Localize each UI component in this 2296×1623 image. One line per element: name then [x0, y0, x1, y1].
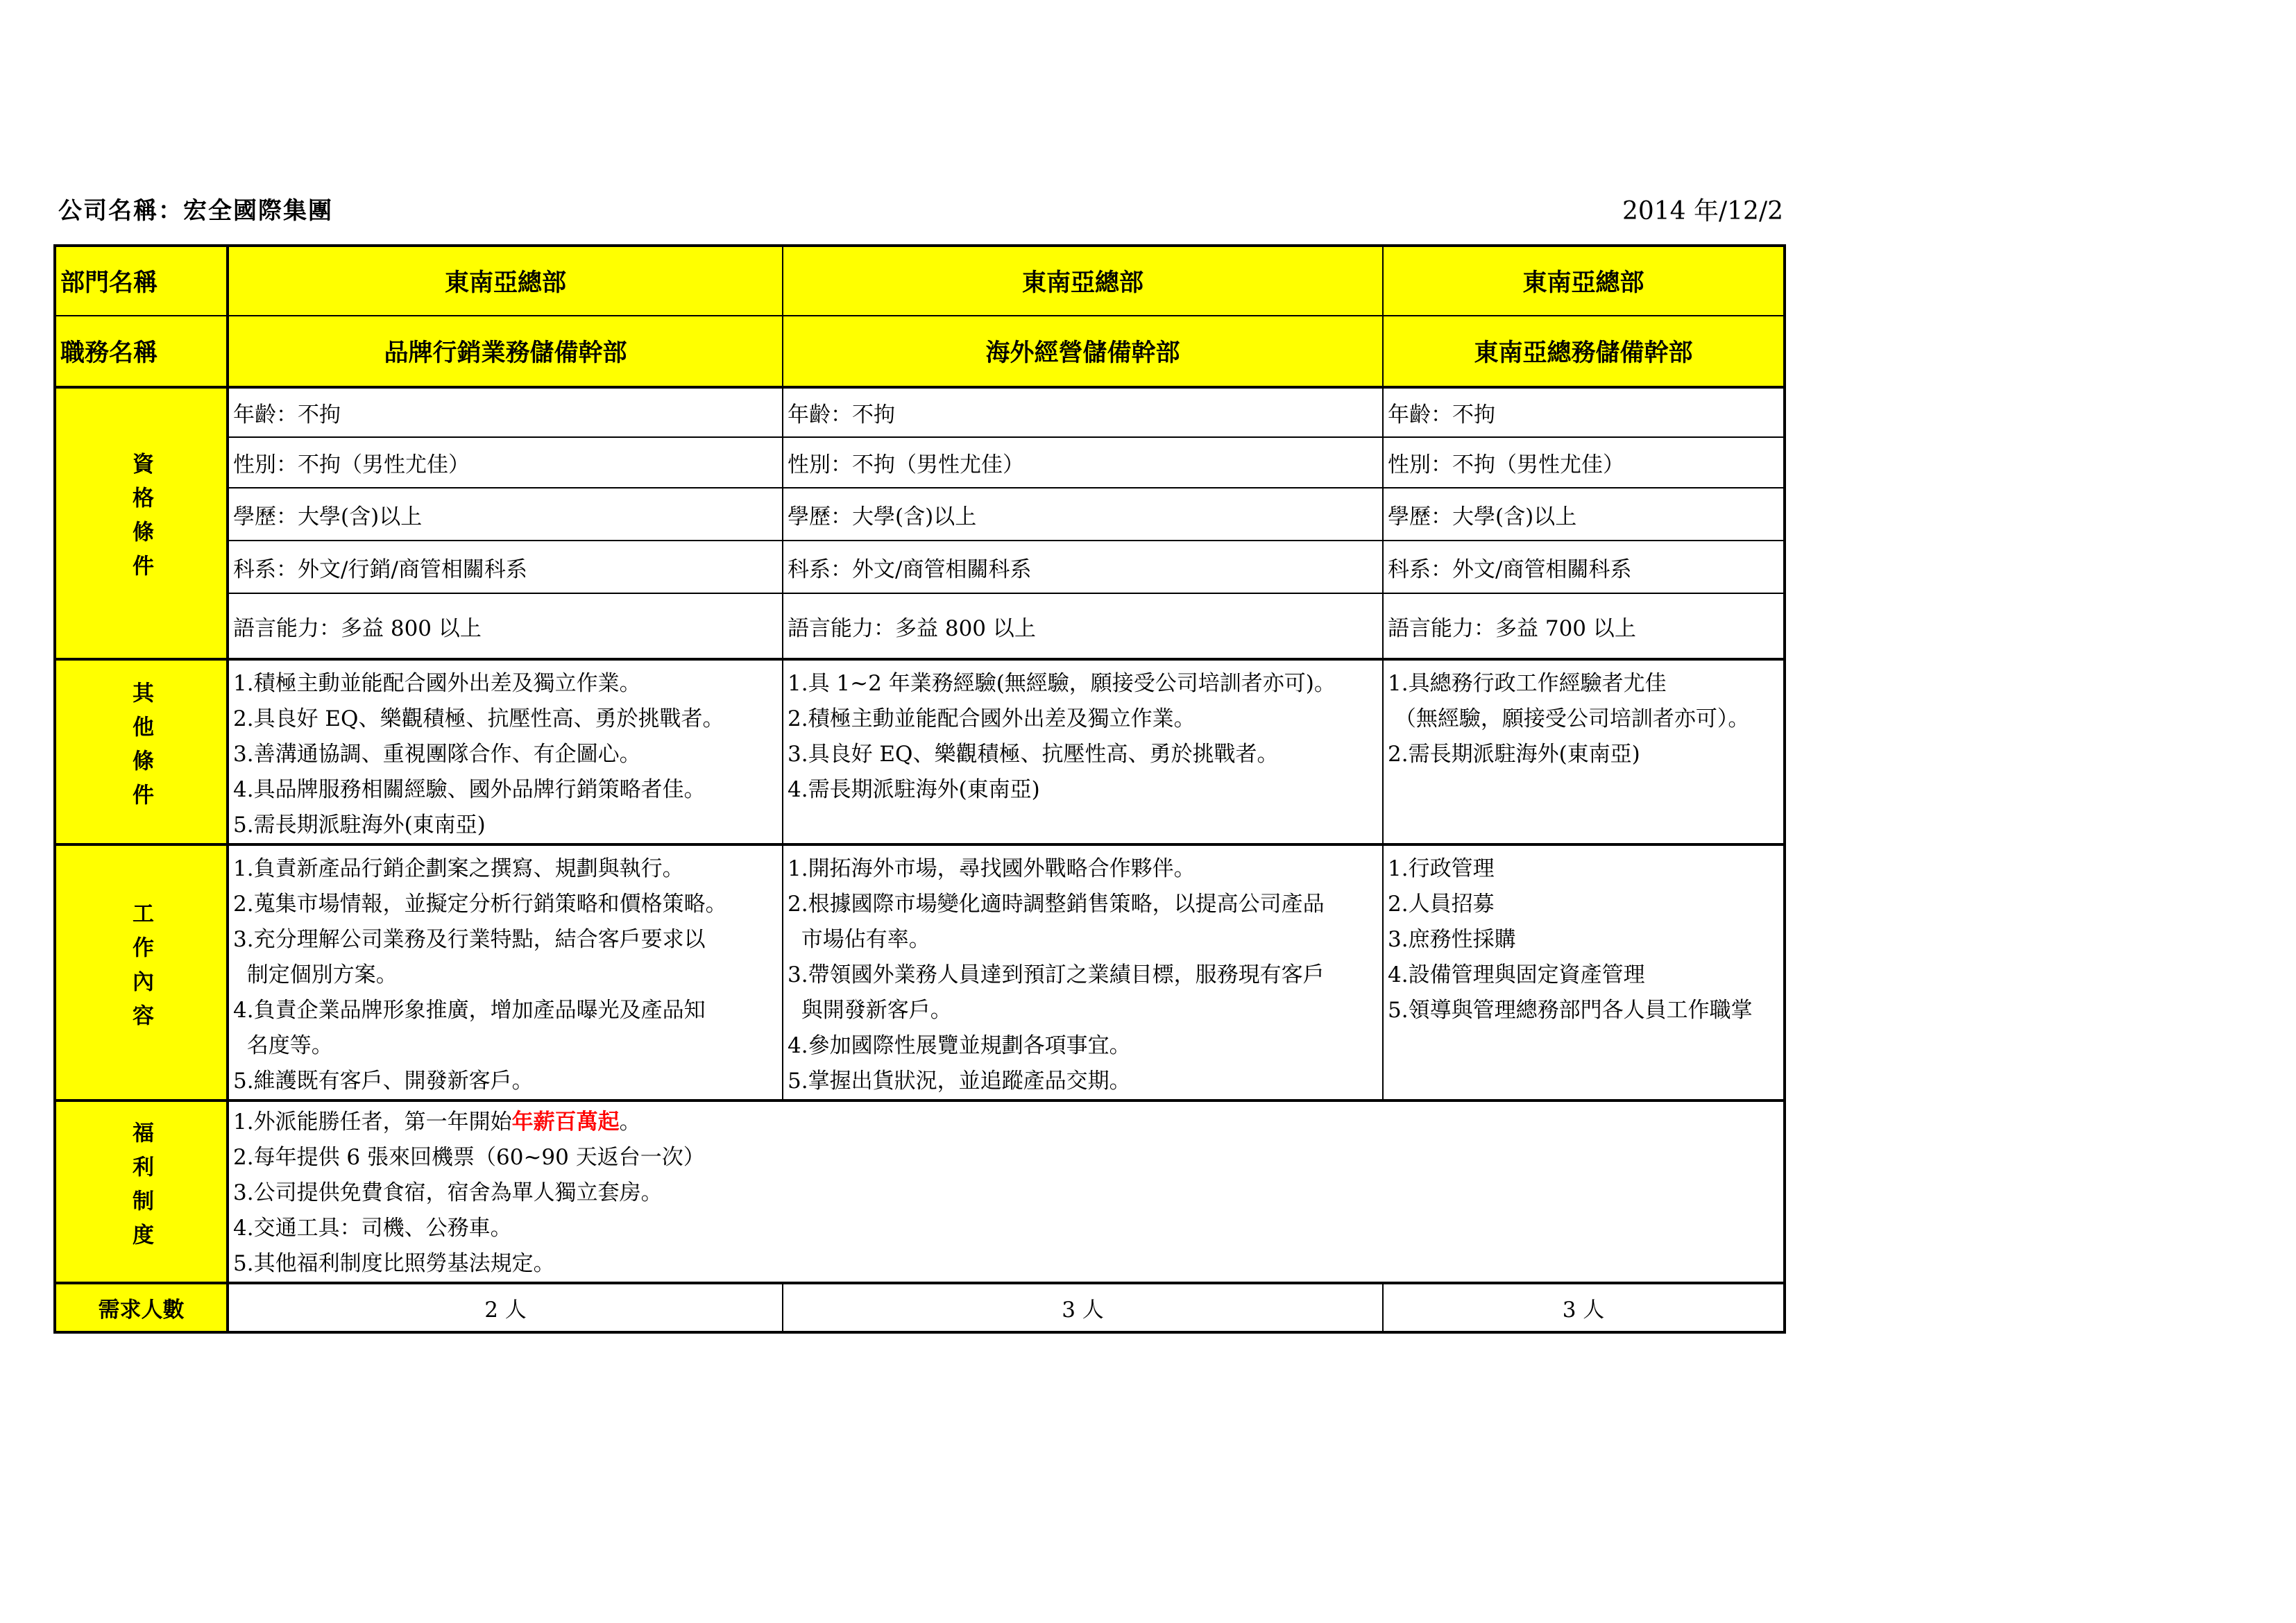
- job-label: 職務名稱: [55, 316, 228, 387]
- qualification-cell: 科系：外文/商管相關科系: [783, 541, 1383, 593]
- job-title-row: [55, 316, 1785, 387]
- qualification-cell: 年齡：不拘: [783, 387, 1383, 437]
- headcount-row: [55, 1283, 1785, 1332]
- qualification-cell: 學歷：大學(含)以上: [783, 488, 1383, 541]
- other-conditions-cell: 1.積極主動並能配合國外出差及獨立作業。 2.具良好 EQ、樂觀積極、抗壓性高、勇於挑戰者。 3.善溝通協調、重視團隊合作、有企圖心。 4.具品牌服務相關經驗、國外品牌行銷策略者佳。 5.需長期派駐海外(東南亞): [228, 659, 783, 844]
- job-duties-row: [55, 844, 1785, 1101]
- job-title: 海外經營儲備幹部: [783, 316, 1383, 387]
- qualification-cell: 性別：不拘（男性尤佳）: [228, 437, 783, 488]
- benefits-row: [55, 1101, 1785, 1283]
- qualification-cell: 年齡：不拘: [1383, 387, 1785, 437]
- job-title: 東南亞總務儲備幹部: [1383, 316, 1785, 387]
- qualification-cell: 性別：不拘（男性尤佳）: [1383, 437, 1785, 488]
- job-duties-cell: 1.行政管理 2.人員招募 3.庶務性採購 4.設備管理與固定資產管理 5.領導與管理總務部門各人員工作職掌: [1383, 844, 1785, 1101]
- benefits-label: 福利制度: [55, 1101, 228, 1283]
- qualification-row: [55, 541, 1785, 593]
- benefit-line-1: 1.外派能勝任者，第一年開始: [233, 1110, 512, 1135]
- headcount-value: 3 人: [783, 1283, 1383, 1332]
- qualification-cell: 性別：不拘（男性尤佳）: [783, 437, 1383, 488]
- qualification-cell: 年齡：不拘: [228, 387, 783, 437]
- dept-name: 東南亞總部: [1383, 246, 1785, 316]
- other-conditions-cell: 1.具 1~2 年業務經驗(無經驗，願接受公司培訓者亦可)。 2.積極主動並能配合國外出差及獨立作業。 3.具良好 EQ、樂觀積極、抗壓性高、勇於挑戰者。 4.需長期派駐海外(東南亞): [783, 659, 1383, 844]
- benefits-cell: 1.外派能勝任者，第一年開始年薪百萬起。 2.每年提供 6 張來回機票（60~90 天返台一次） 3.公司提供免費食宿，宿舍為單人獨立套房。 4.交通工具：司機、公務車。 5.其他福利制度比照勞基法規定。: [228, 1101, 1785, 1283]
- job-duties-label: 工作內容: [55, 844, 228, 1101]
- job-duties-cell: 1.開拓海外市場，尋找國外戰略合作夥伴。 2.根據國際市場變化適時調整銷售策略，以提高公司產品 市場佔有率。 3.帶領國外業務人員達到預訂之業績目標，服務現有客戶 與開發新客戶。 4.參加國際性展覽並規劃各項事宜。 5.掌握出貨狀況，並追蹤產品交期。: [783, 844, 1383, 1101]
- qualification-cell: 語言能力：多益 700 以上: [1383, 593, 1785, 659]
- company-name: 公司名稱：宏全國際集團: [58, 197, 333, 225]
- document-date: 2014 年/12/2: [1622, 197, 1783, 226]
- qualification-cell: 學歷：大學(含)以上: [228, 488, 783, 541]
- headcount-value: 3 人: [1383, 1283, 1785, 1332]
- headcount-label: 需求人數: [55, 1283, 228, 1332]
- other-conditions-cell: 1.具總務行政工作經驗者尤佳 （無經驗，願接受公司培訓者亦可）。 2.需長期派駐海外(東南亞): [1383, 659, 1785, 844]
- department-row: [55, 246, 1785, 316]
- dept-label: 部門名稱: [55, 246, 228, 316]
- qualification-row: [55, 593, 1785, 659]
- job-openings-table: [53, 244, 1786, 1334]
- qualification-row: [55, 437, 1785, 488]
- dept-name: 東南亞總部: [783, 246, 1383, 316]
- qualification-row: [55, 387, 1785, 437]
- salary-highlight: 年薪百萬起: [511, 1110, 620, 1135]
- qualification-cell: 學歷：大學(含)以上: [1383, 488, 1785, 541]
- benefit-lines: 2.每年提供 6 張來回機票（60~90 天返台一次） 3.公司提供免費食宿，宿舍為單人獨立套房。 4.交通工具：司機、公務車。 5.其他福利制度比照勞基法規定。: [233, 1145, 705, 1276]
- qualifications-label: 資格條件: [55, 387, 228, 659]
- other-conditions-row: [55, 659, 1785, 844]
- other-conditions-label: 其他條件: [55, 659, 228, 844]
- headcount-value: 2 人: [228, 1283, 783, 1332]
- qualification-cell: 科系：外文/商管相關科系: [1383, 541, 1785, 593]
- qualification-cell: 語言能力：多益 800 以上: [783, 593, 1383, 659]
- qualification-cell: 語言能力：多益 800 以上: [228, 593, 783, 659]
- dept-name: 東南亞總部: [228, 246, 783, 316]
- job-duties-cell: 1.負責新產品行銷企劃案之撰寫、規劃與執行。 2.蒐集市場情報，並擬定分析行銷策略和價格策略。 3.充分理解公司業務及行業特點，結合客戶要求以 制定個別方案。 4.負責企業品牌形象推廣，增加產品曝光及產品知 名度等。 5.維護既有客戶、開發新客戶。: [228, 844, 783, 1101]
- qualification-row: [55, 488, 1785, 541]
- qualification-cell: 科系：外文/行銷/商管相關科系: [228, 541, 783, 593]
- job-title: 品牌行銷業務儲備幹部: [228, 316, 783, 387]
